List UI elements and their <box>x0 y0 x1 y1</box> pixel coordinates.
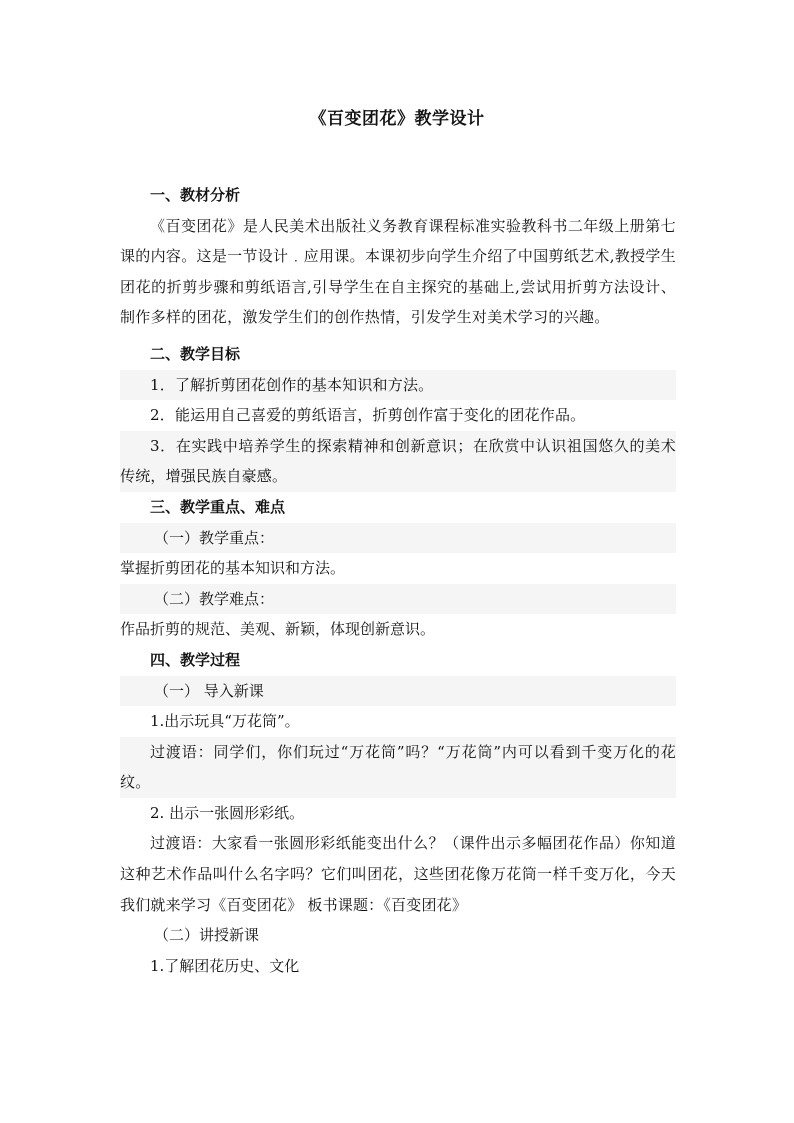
process-step-history: 1.了解团花历史、文化 <box>150 956 300 975</box>
section-heading-key-points: 三、教学重点、难点 <box>150 497 286 516</box>
difficulty-text: 作品折剪的规范、美观、新颖，体现创新意识。 <box>120 620 436 639</box>
process-subheading-intro: （一） 导入新课 <box>120 676 676 707</box>
process-step-toy: 1.出示玩具“万花筒”。 <box>150 712 300 731</box>
key-point-text: 掌握折剪团花的基本知识和方法。 <box>120 559 346 578</box>
teaching-goal-item-3: 3．在实践中培养学生的探索精神和创新意识；在欣赏中认识祖国悠久的美术传统，增强民族自豪感。 <box>120 431 676 492</box>
document-body <box>120 180 676 981</box>
transition-text-paper: 过渡语：大家看一张圆形彩纸能变出什么？（课件出示多幅团花作品）你知道这种艺术作品叫什么名字吗？它们叫团花，这些团花像万花筒一样千变万化，今天我们就来学习《百变团花》 板书课题：《百变团花》 <box>120 834 676 914</box>
teaching-goal-item-1: 1．了解折剪团花创作的基本知识和方法。 <box>120 370 676 401</box>
section-heading-textbook-analysis: 一、教材分析 <box>150 186 241 204</box>
process-step-paper: 2. 出示一张圆形彩纸。 <box>150 803 305 822</box>
document-title: 《百变团花》教学设计 <box>309 109 485 129</box>
textbook-analysis-paragraph: 《百变团花》是人民美术出版社义务教育课程标准实验教科书二年级上册第七课的内容。这是一节设计﹒应用课。本课初步向学生介绍了中国剪纸艺术,教授学生团花的折剪步骤和剪纸语言,引导学生在自主探究的基础上,尝试用折剪方法设计、制作多样的团花，激发学生们的创作热情，引发学生对美术学习的兴趣。 <box>120 216 676 327</box>
process-subheading-lecture: （二）讲授新课 <box>154 926 260 945</box>
key-point-subheading: （一）教学重点： <box>120 523 676 554</box>
section-heading-teaching-process: 四、教学过程 <box>150 650 241 669</box>
teaching-goal-item-2: 2．能运用自己喜爱的剪纸语言，折剪创作富于变化的团花作品。 <box>150 406 586 425</box>
transition-text-kaleidoscope: 过渡语：同学们，你们玩过“万花筒”吗？“万花筒”内可以看到千变万化的花纹。 <box>120 737 676 798</box>
section-heading-teaching-goals: 二、教学目标 <box>150 344 241 363</box>
difficulty-subheading: （二）教学难点： <box>120 584 676 615</box>
